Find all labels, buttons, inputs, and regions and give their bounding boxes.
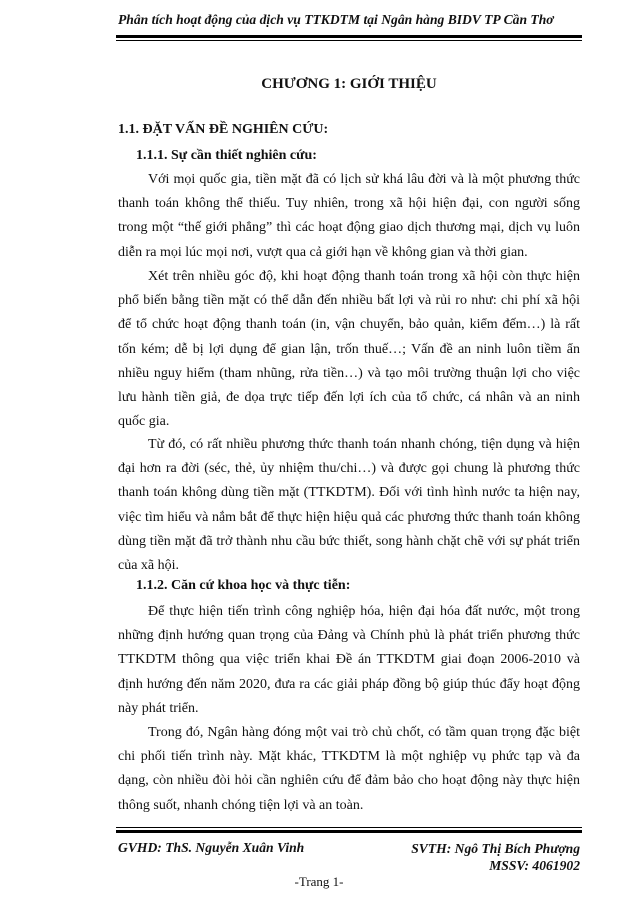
paragraph: Để thực hiện tiến trình công nghiệp hóa, hiện đại hóa đất nước, một trong những định hướng quan trọng của Đảng và Chính phủ là phát triển phương thức TTKDTM thông qua việc triển khai Đề án TTKDTM giai đoạn 2006-2010 và định hướng đến năm 2020, đưa ra các giải pháp đồng bộ giúp thúc đẩy hoạt động này phát triển. (118, 604, 580, 716)
section-heading-1-1-2: 1.1.2. Căn cứ khoa học và thực tiễn: (136, 578, 351, 593)
paragraph: Trong đó, Ngân hàng đóng một vai trò chủ chốt, có tầm quan trọng đặc biệt chi phối tiến trình này. Mặt khác, TTKDTM là một nghiệp vụ phức tạp và đa dạng, còn nhiều đòi hỏi cần nghiên cứu để đảm bảo cho hoạt động này thực hiện thông suốt, nhanh chóng tiện lợi và an toàn. (118, 725, 580, 813)
header-rule (116, 35, 582, 41)
paragraph: Từ đó, có rất nhiều phương thức thanh toán nhanh chóng, tiện dụng và hiện đại hơn ra đời (séc, thẻ, ủy nhiệm thu/chi…) và được gọi chung là phương thức thanh toán không dùng tiền mặt (TTKDTM). Đối với tình hình nước ta hiện nay, việc tìm hiểu và nắm bắt để thực hiện hiệu quả các phương thức thanh toán không dùng tiền mặt đã trở thành nhu cầu bức thiết, song hành chặt chẽ với sự phát triển của xã hội. (118, 437, 580, 574)
student-name: SVTH: Ngô Thị Bích Phượng (411, 841, 580, 856)
paragraph: Xét trên nhiều góc độ, khi hoạt động thanh toán trong xã hội còn thực hiện phổ biến bằng tiền mặt có thể dẫn đến nhiều bất lợi và rủi ro như: chi phí xã hội để tổ chức hoạt động thanh toán (in, vận chuyển, bảo quản, kiểm đếm…) là rất tốn kém; dễ bị lợi dụng để gian lận, trốn thuế…; Vấn đề an ninh luôn tiềm ẩn nhiều nguy hiểm (tham nhũng, rửa tiền…) và tạo môi trường thuận lợi cho việc lưu hành tiền giả, đe dọa trực tiếp đến lợi ích của tổ chức, cá nhân và an ninh quốc gia. (118, 269, 580, 430)
chapter-title: CHƯƠNG 1: GIỚI THIỆU (261, 76, 437, 92)
section-heading-1-1: 1.1. ĐẶT VẤN ĐỀ NGHIÊN CỨU: (118, 122, 329, 137)
advisor-name: GVHD: ThS. Nguyễn Xuân Vinh (118, 840, 305, 855)
student-id: MSSV: 4061902 (489, 858, 580, 873)
paragraph: Với mọi quốc gia, tiền mặt đã có lịch sử khá lâu đời và là một phương thức thanh toán không thể thiếu. Tuy nhiên, trong xã hội hiện đại, con người sống trong một “thế giới phẳng” thì các hoạt động giao dịch thương mại, dịch vụ luôn diễn ra mọi lúc mọi nơi, vượt qua cả giới hạn về không gian và thời gian. (118, 172, 580, 260)
student-info (411, 840, 580, 874)
page-number: -Trang 1- (294, 874, 344, 889)
footer-rule (116, 827, 582, 833)
running-header: Phân tích hoạt động của dịch vụ TTKDTM tại Ngân hàng BIDV TP Cần Thơ (118, 12, 554, 27)
section-heading-1-1-1: 1.1.1. Sự cần thiết nghiên cứu: (136, 148, 317, 163)
